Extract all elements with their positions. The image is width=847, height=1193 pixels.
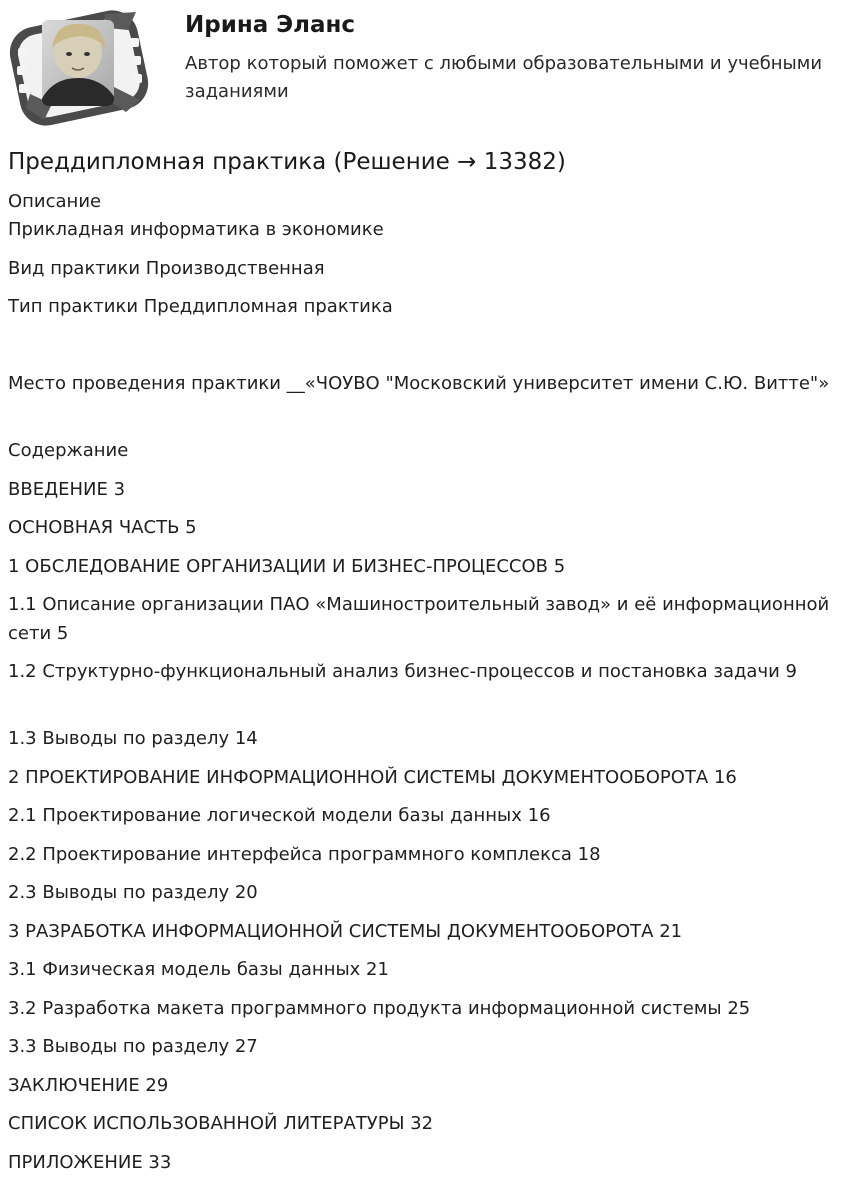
practice-type-text: Тип практики Преддипломная практика (8, 296, 393, 317)
author-name[interactable]: Ирина Эланс (185, 12, 356, 38)
author-description: Автор который поможет с любыми образовательными и учебными заданиями (185, 53, 823, 102)
toc-item: ОСНОВНАЯ ЧАСТЬ 5 (8, 517, 197, 538)
author-header (0, 0, 847, 140)
toc-item: 1.1 Описание организации ПАО «Машиностроительный завод» и её информационной сети 5 (8, 594, 830, 644)
toc-item: 2.3 Выводы по разделу 20 (8, 882, 258, 903)
toc-item: ПРИЛОЖЕНИЕ 33 (8, 1152, 172, 1173)
contents-label: Содержание (8, 440, 129, 461)
toc-item: 3.2 Разработка макета программного продукта информационной системы 25 (8, 998, 751, 1019)
toc-item: ЗАКЛЮЧЕНИЕ 29 (8, 1075, 169, 1096)
toc-item: 2.2 Проектирование интерфейса программного комплекса 18 (8, 844, 601, 865)
toc-item: 2 ПРОЕКТИРОВАНИЕ ИНФОРМАЦИОННОЙ СИСТЕМЫ ДОКУМЕНТООБОРОТА 16 (8, 767, 737, 788)
page-title: Преддипломная практика (Решение → 13382) (8, 149, 566, 175)
toc-item: 3.1 Физическая модель базы данных 21 (8, 959, 389, 980)
practice-place-text: Место проведения практики __«ЧОУВО "Московский университет имени С.Ю. Витте"» (8, 373, 830, 394)
toc-item: ВВЕДЕНИЕ 3 (8, 479, 126, 500)
toc-item: СПИСОК ИСПОЛЬЗОВАННОЙ ЛИТЕРАТУРЫ 32 (8, 1113, 434, 1134)
description-label: Описание (8, 191, 102, 212)
toc-item: 1.3 Выводы по разделу 14 (8, 728, 258, 749)
toc-item: 1 ОБСЛЕДОВАНИЕ ОРГАНИЗАЦИИ И БИЗНЕС-ПРОЦЕССОВ 5 (8, 556, 566, 577)
toc-item: 1.2 Структурно-функциональный анализ бизнес-процессов и постановка задачи 9 (8, 661, 797, 682)
practice-kind-text: Вид практики Производственная (8, 258, 325, 279)
speciality-text: Прикладная информатика в экономике (8, 219, 384, 240)
toc-item: 3.3 Выводы по разделу 27 (8, 1036, 258, 1057)
toc-item: 2.1 Проектирование логической модели базы данных 16 (8, 805, 551, 826)
author-avatar (8, 8, 150, 128)
toc-item: 3 РАЗРАБОТКА ИНФОРМАЦИОННОЙ СИСТЕМЫ ДОКУМЕНТООБОРОТА 21 (8, 921, 683, 942)
